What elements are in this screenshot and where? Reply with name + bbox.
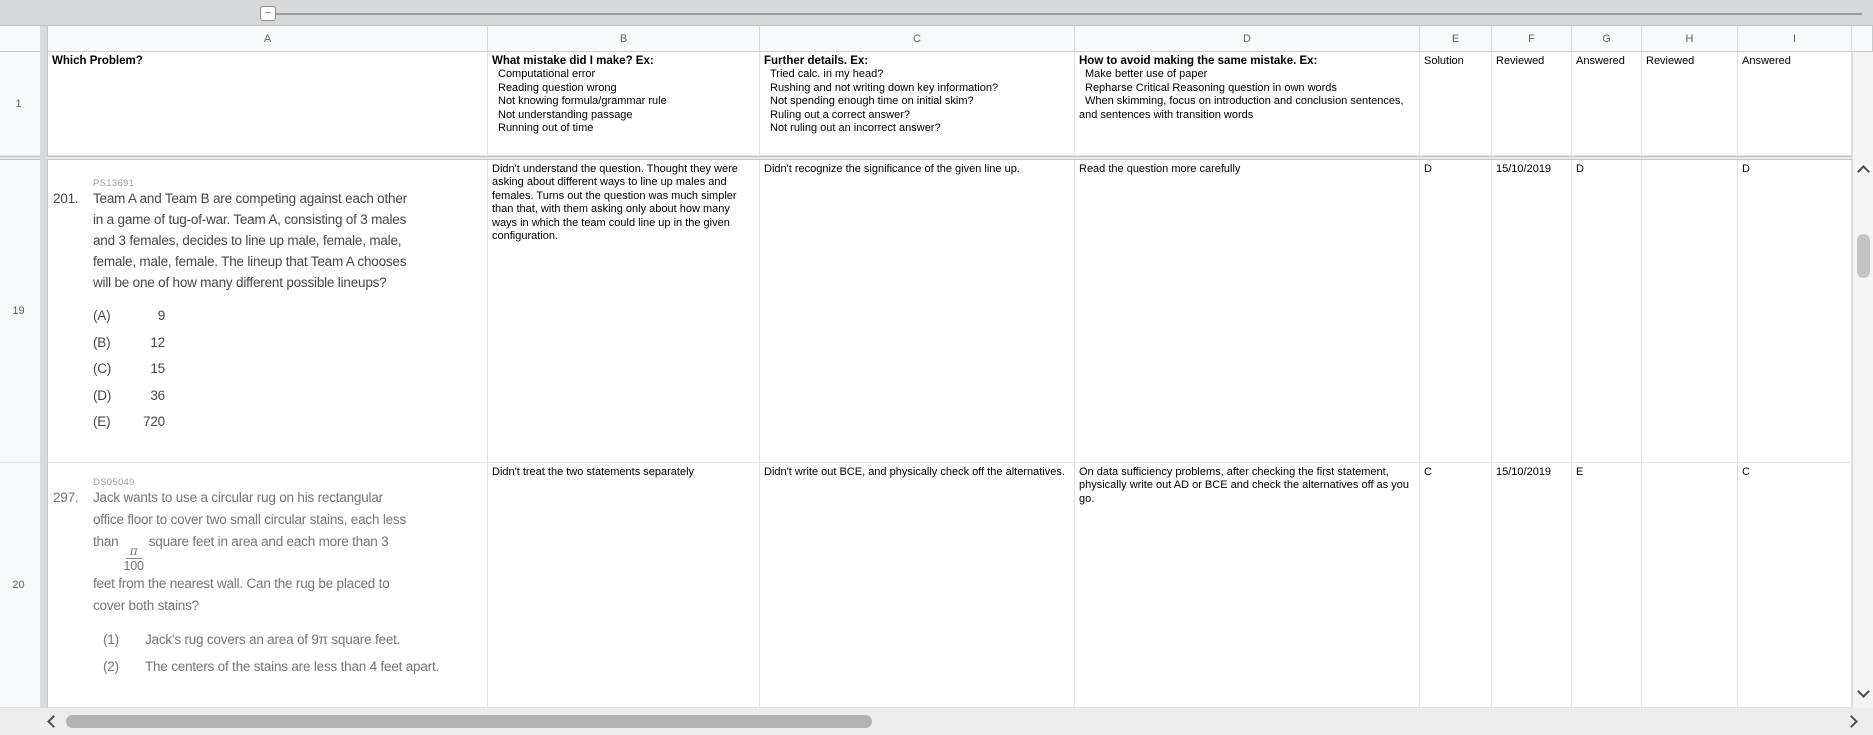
cell-b1[interactable] xyxy=(488,52,760,156)
col-b-example: Not knowing formula/grammar rule xyxy=(498,95,667,108)
col-c-title: Further details. Ex: xyxy=(764,55,869,67)
row-header-20[interactable]: 20 xyxy=(0,463,48,708)
statement-number: (1) xyxy=(103,632,119,648)
cell-b20[interactable]: Didn't treat the two statements separately xyxy=(488,463,760,708)
option-letter: (E) xyxy=(93,414,111,429)
cell-i1[interactable]: Answered xyxy=(1738,52,1852,156)
option-letter: (B) xyxy=(93,334,111,350)
cell-i20[interactable]: C xyxy=(1738,463,1852,708)
cell-g19[interactable]: D xyxy=(1572,160,1642,463)
col-b-example: Running out of time xyxy=(498,122,594,135)
cell-f19[interactable]: 15/10/2019 xyxy=(1492,160,1572,463)
column-header-band xyxy=(0,26,1873,52)
horizontal-scroll-thumb[interactable] xyxy=(66,715,872,728)
answer-option xyxy=(93,330,487,357)
problem-id-label: PS13691 xyxy=(93,178,135,189)
cell-d1[interactable] xyxy=(1075,52,1420,156)
cell-h1[interactable]: Reviewed xyxy=(1642,52,1738,156)
col-c-example: Ruling out a correct answer? xyxy=(770,108,911,121)
option-value: 15 xyxy=(150,361,165,376)
col-d-example: When skimming, focus on introduction and conclusion sentences, and sentences with transition words xyxy=(1079,95,1404,121)
col-b-title: What mistake did I make? Ex: xyxy=(492,55,654,67)
cell-e20[interactable]: C xyxy=(1420,463,1492,708)
cell-c20[interactable]: Didn't write out BCE, and physically check off the alternatives. xyxy=(760,463,1075,708)
statement-number: (2) xyxy=(103,659,119,675)
col-b-example: Not understanding passage xyxy=(498,108,633,121)
sheet-body xyxy=(0,52,1873,708)
column-header-i[interactable]: I xyxy=(1738,26,1852,52)
cell-g1[interactable]: Answered xyxy=(1572,52,1642,156)
problem-text xyxy=(93,487,411,617)
option-value: 9 xyxy=(157,308,165,323)
col-b-example: Reading question wrong xyxy=(498,81,617,94)
column-header-c[interactable]: C xyxy=(760,26,1075,52)
col-c-example: Not ruling out an incorrect answer? xyxy=(770,122,941,135)
column-header-a[interactable]: A xyxy=(48,26,488,52)
row-group-gutter xyxy=(40,26,47,708)
answer-options xyxy=(93,303,487,436)
chevron-up-icon xyxy=(1857,165,1870,178)
column-header-f[interactable]: F xyxy=(1492,26,1572,52)
problem-number: 201. xyxy=(53,191,79,206)
data-sufficiency-statements xyxy=(103,626,487,680)
cell-f1[interactable]: Reviewed xyxy=(1492,52,1572,156)
cell-d20[interactable]: On data sufficiency problems, after checking the first statement, physically write out AD or BCE and check the alternatives off as you go. xyxy=(1075,463,1420,708)
cell-a20[interactable] xyxy=(48,463,488,708)
col-b-example: Computational error xyxy=(498,68,596,81)
cell-a1[interactable] xyxy=(48,52,488,156)
column-header-d[interactable]: D xyxy=(1075,26,1420,52)
cell-h19[interactable] xyxy=(1642,160,1738,463)
statement xyxy=(103,653,487,680)
problem-text-after: square feet in area and each more than 3 feet from the nearest wall. Can the rug be placed to cover both stains? xyxy=(93,534,390,614)
problem-number: 297. xyxy=(53,490,79,505)
sheet-row-1 xyxy=(0,52,1873,156)
cell-e1[interactable]: Solution xyxy=(1420,52,1492,156)
col-d-example: Repharse Critical Reasoning question in own words xyxy=(1085,81,1337,94)
column-header-g[interactable]: G xyxy=(1572,26,1642,52)
option-letter: (C) xyxy=(93,361,112,376)
col-c-example: Not spending enough time on initial skim? xyxy=(770,95,974,108)
scroll-up-button[interactable] xyxy=(1853,158,1873,180)
fraction-pi-over-100 xyxy=(123,544,143,573)
scroll-down-button[interactable] xyxy=(1853,682,1873,704)
chevron-down-icon xyxy=(1857,685,1870,698)
cell-a19[interactable] xyxy=(48,160,488,463)
option-letter: (D) xyxy=(93,387,112,403)
column-group-bar xyxy=(0,0,1873,26)
column-header-e[interactable]: E xyxy=(1420,26,1492,52)
problem-text-before: Jack wants to use a circular rug on his rectangular office floor to cover two small circular stains, each less than xyxy=(93,490,407,549)
chevron-left-icon xyxy=(47,715,60,728)
vertical-scroll-thumb[interactable] xyxy=(1857,234,1870,278)
sheet-row-20 xyxy=(0,463,1873,708)
cell-d19[interactable]: Read the question more carefully xyxy=(1075,160,1420,463)
sheet-row-19 xyxy=(0,160,1873,463)
cell-c19[interactable]: Didn't recognize the significance of the given line up. xyxy=(760,160,1075,463)
scroll-left-button[interactable] xyxy=(40,708,64,735)
option-value: 720 xyxy=(143,414,165,429)
chevron-right-icon xyxy=(1845,715,1858,728)
cell-c1[interactable] xyxy=(760,52,1075,156)
header-scroll-corner xyxy=(1852,26,1873,52)
row-header-1[interactable]: 1 xyxy=(0,52,48,156)
fraction-numerator: π xyxy=(126,544,142,559)
group-extent-line xyxy=(276,13,1862,15)
problem-id-label: DS05049 xyxy=(93,477,135,488)
cell-h20[interactable] xyxy=(1642,463,1738,708)
vertical-scrollbar xyxy=(1852,52,1873,708)
option-letter: (A) xyxy=(93,308,111,323)
column-header-b[interactable]: B xyxy=(488,26,760,52)
cell-e19[interactable]: D xyxy=(1420,160,1492,463)
statement-text: The centers of the stains are less than 4 feet apart. xyxy=(145,659,440,675)
cell-f20[interactable]: 15/10/2019 xyxy=(1492,463,1572,708)
row-header-19[interactable]: 19 xyxy=(0,160,48,463)
answer-option xyxy=(93,303,487,330)
col-c-example: Tried calc. in my head? xyxy=(770,68,884,81)
horizontal-scrollbar xyxy=(0,708,1873,735)
option-value: 36 xyxy=(150,387,165,403)
col-d-example: Make better use of paper xyxy=(1085,68,1208,81)
column-header-h[interactable]: H xyxy=(1642,26,1738,52)
answer-option xyxy=(93,383,487,410)
collapse-group-button[interactable]: − xyxy=(260,6,276,21)
col-a-title: Which Problem? xyxy=(52,55,143,67)
cell-b19[interactable]: Didn't understand the question. Thought they were asking about different ways to line up males and females. Turns out the question was much simpler than that, with them asking only about how many ways in which the team could line up in the given configuration. xyxy=(488,160,760,463)
col-c-example: Rushing and not writing down key information? xyxy=(770,81,999,94)
option-value: 12 xyxy=(150,334,165,350)
answer-option xyxy=(93,409,487,436)
statement-text: Jack's rug covers an area of 9π square feet. xyxy=(145,632,401,648)
answer-option xyxy=(93,356,487,383)
scroll-right-button[interactable] xyxy=(1841,708,1865,735)
col-d-title: How to avoid making the same mistake. Ex: xyxy=(1079,55,1318,67)
cell-g20[interactable]: E xyxy=(1572,463,1642,708)
fraction-denominator: 100 xyxy=(123,559,144,574)
statement xyxy=(103,626,487,653)
problem-text: Team A and Team B are competing against each other in a game of tug-of-war. Team A, consisting of 3 males and 3 females, decides to line up male, female, male, female, male, female. The lineup that Team A chooses will be one of how many different possible lineups? xyxy=(93,191,407,290)
cell-i19[interactable]: D xyxy=(1738,160,1852,463)
